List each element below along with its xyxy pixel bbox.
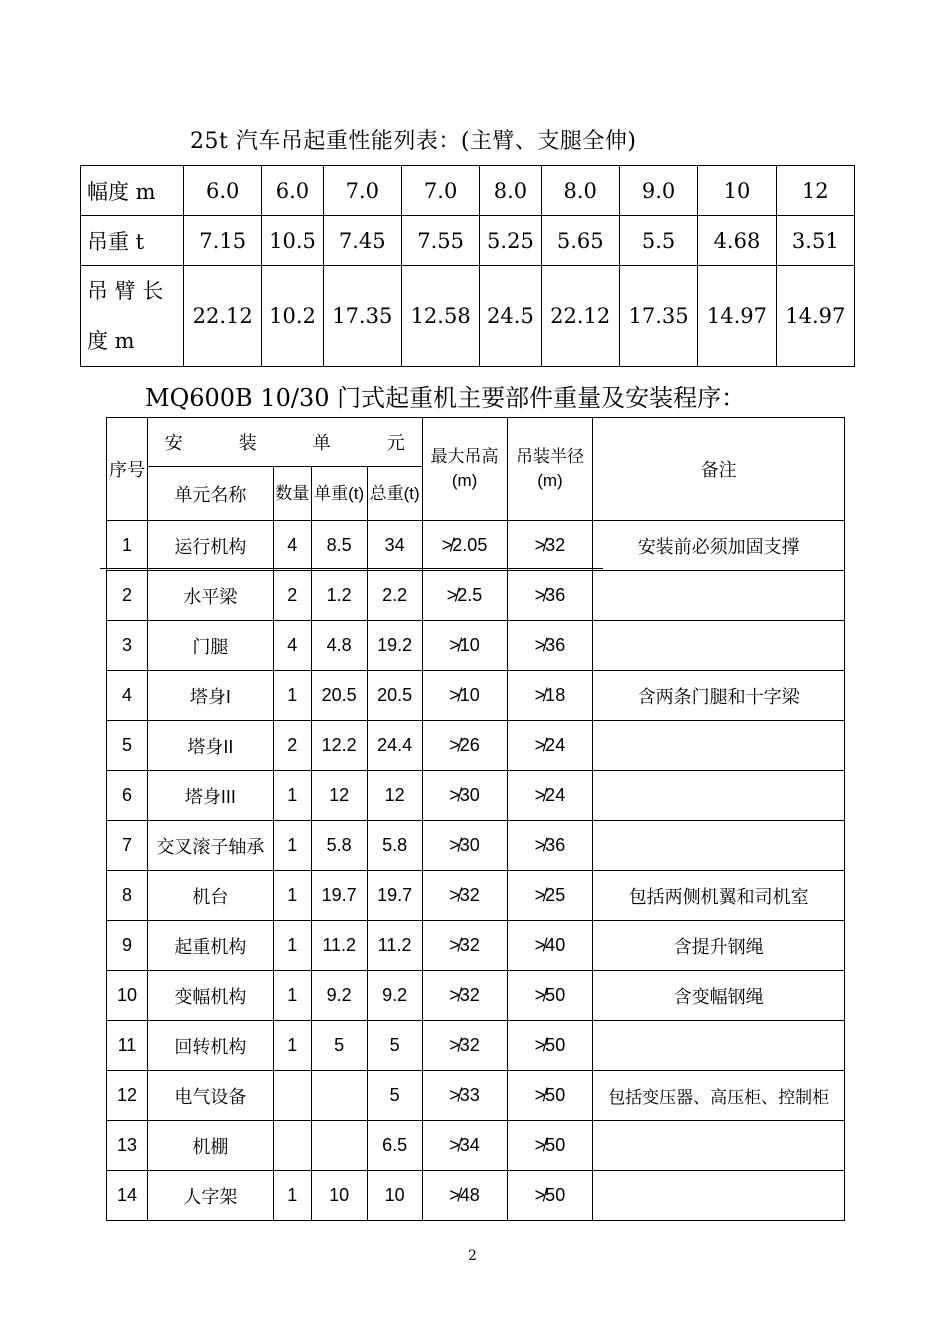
table2-row bbox=[107, 821, 845, 871]
table2-cell-total: 5 bbox=[367, 1021, 422, 1071]
table2-cell-unit: 12.2 bbox=[311, 721, 367, 771]
header-name: 单元名称 bbox=[147, 467, 273, 521]
table2-cell-note bbox=[593, 721, 845, 771]
table2-cell-seq: 8 bbox=[107, 871, 148, 921]
table1-cell: 3.51 bbox=[776, 216, 854, 266]
table2-cell-total: 20.5 bbox=[367, 671, 422, 721]
table2-cell-radius: ≯24 bbox=[507, 771, 593, 821]
table1-cell: 22.12 bbox=[184, 266, 262, 367]
table1-cell: 7.15 bbox=[184, 216, 262, 266]
table2-row bbox=[107, 571, 845, 621]
table2-cell-height: ≯2.05 bbox=[422, 521, 507, 571]
table2-cell-name: 门腿 bbox=[147, 621, 273, 671]
table1-cell: 8.0 bbox=[480, 166, 541, 216]
table2-cell-height: ≯30 bbox=[422, 771, 507, 821]
table2-cell-total: 24.4 bbox=[367, 721, 422, 771]
table1-cell: 10.5 bbox=[262, 216, 323, 266]
table2-cell-qty: 2 bbox=[273, 571, 311, 621]
table2-cell-seq: 7 bbox=[107, 821, 148, 871]
table2-cell-radius: ≯50 bbox=[507, 1171, 593, 1221]
header-unit-char: 装 bbox=[238, 433, 257, 453]
table2-cell-height: ≯26 bbox=[422, 721, 507, 771]
table2-cell-qty: 1 bbox=[273, 771, 311, 821]
table2-cell-unit: 5 bbox=[311, 1021, 367, 1071]
table2-cell-unit: 8.5 bbox=[311, 521, 367, 571]
table2-row bbox=[107, 671, 845, 721]
table1-cell: 8.0 bbox=[541, 166, 619, 216]
table2-cell-total: 10 bbox=[367, 1171, 422, 1221]
table2-cell-note: 安装前必须加固支撑 bbox=[593, 521, 845, 571]
table2-cell-seq: 4 bbox=[107, 671, 148, 721]
table2-cell-height: ≯32 bbox=[422, 1021, 507, 1071]
table2-cell-qty: 1 bbox=[273, 821, 311, 871]
table2-row bbox=[107, 1171, 845, 1221]
table1-cell: 12 bbox=[776, 166, 854, 216]
table2-cell-height: ≯32 bbox=[422, 971, 507, 1021]
table2-cell-radius: ≯50 bbox=[507, 971, 593, 1021]
table2-cell-total: 12 bbox=[367, 771, 422, 821]
table2-cell-note bbox=[593, 1121, 845, 1171]
table2-cell-note bbox=[593, 771, 845, 821]
table1-row-label: 吊 臂 长 度 m bbox=[81, 266, 184, 367]
table2-cell-total: 11.2 bbox=[367, 921, 422, 971]
table2-cell-note bbox=[593, 621, 845, 671]
table2-cell-total: 19.7 bbox=[367, 871, 422, 921]
table1-cell: 17.35 bbox=[619, 266, 697, 367]
table1-cell: 12.58 bbox=[401, 266, 479, 367]
table2-cell-note bbox=[593, 1171, 845, 1221]
table1-cell: 6.0 bbox=[184, 166, 262, 216]
header-total-weight: 总重(t) bbox=[367, 467, 422, 521]
table1-cell: 5.25 bbox=[480, 216, 541, 266]
table2-cell-seq: 6 bbox=[107, 771, 148, 821]
table2-cell-radius: ≯50 bbox=[507, 1021, 593, 1071]
table2-row bbox=[107, 621, 845, 671]
table1-cell: 22.12 bbox=[541, 266, 619, 367]
table2-cell-total: 6.5 bbox=[367, 1121, 422, 1171]
table1-row-label: 幅度 m bbox=[81, 166, 184, 216]
table1-cell: 7.55 bbox=[401, 216, 479, 266]
table2-cell-radius: ≯36 bbox=[507, 821, 593, 871]
table2-cell-height: ≯33 bbox=[422, 1071, 507, 1121]
table1-cell: 10.2 bbox=[262, 266, 323, 367]
table2-cell-radius: ≯32 bbox=[507, 521, 593, 571]
table2-cell-unit bbox=[311, 1071, 367, 1121]
table2-cell-height: ≯30 bbox=[422, 821, 507, 871]
header-max-height: 最大吊高(m) bbox=[422, 418, 507, 521]
table2-cell-qty: 2 bbox=[273, 721, 311, 771]
table2-row bbox=[107, 921, 845, 971]
table2-cell-seq: 14 bbox=[107, 1171, 148, 1221]
table2-cell-name: 机棚 bbox=[147, 1121, 273, 1171]
table2-cell-height: ≯10 bbox=[422, 671, 507, 721]
table2-row bbox=[107, 1071, 845, 1121]
table2-cell-note: 包括变压器、高压柜、控制柜 bbox=[593, 1071, 845, 1121]
table2-cell-qty bbox=[273, 1071, 311, 1121]
table2-cell-seq: 13 bbox=[107, 1121, 148, 1171]
table2-cell-name: 电气设备 bbox=[147, 1071, 273, 1121]
table2-cell-note bbox=[593, 571, 845, 621]
table2-row bbox=[107, 771, 845, 821]
page-number: 2 bbox=[468, 1248, 477, 1264]
table1-cell: 17.35 bbox=[323, 266, 401, 367]
table1-cell: 10 bbox=[698, 166, 776, 216]
table1-cell: 7.0 bbox=[323, 166, 401, 216]
table2-cell-seq: 2 bbox=[107, 571, 148, 621]
crane-performance-title: 25t 汽车吊起重性能列表：(主臂、支腿全伸) bbox=[190, 129, 637, 154]
table2-row bbox=[107, 1121, 845, 1171]
table2-cell-name: 起重机构 bbox=[147, 921, 273, 971]
header-unit-char: 元 bbox=[386, 433, 405, 453]
table2-cell-name: 塔身III bbox=[147, 771, 273, 821]
header-qty: 数量 bbox=[273, 467, 311, 521]
header-unit-char: 单 bbox=[312, 433, 331, 453]
table2-cell-height: ≯48 bbox=[422, 1171, 507, 1221]
table2-cell-radius: ≯18 bbox=[507, 671, 593, 721]
table2-cell-total: 9.2 bbox=[367, 971, 422, 1021]
table2-cell-name: 交叉滚子轴承 bbox=[147, 821, 273, 871]
table2-cell-qty: 1 bbox=[273, 971, 311, 1021]
table2-cell-qty: 1 bbox=[273, 1171, 311, 1221]
table1-row bbox=[81, 166, 855, 216]
table2-row bbox=[107, 871, 845, 921]
table2-cell-unit: 12 bbox=[311, 771, 367, 821]
table2-cell-qty: 4 bbox=[273, 621, 311, 671]
gantry-crane-title: MQ600B 10/30 门式起重机主要部件重量及安装程序： bbox=[145, 384, 746, 412]
table2-cell-qty: 1 bbox=[273, 871, 311, 921]
table2-cell-note: 包括两侧机翼和司机室 bbox=[593, 871, 845, 921]
table2-cell-unit: 1.2 bbox=[311, 571, 367, 621]
table2-cell-seq: 5 bbox=[107, 721, 148, 771]
table1-row-label: 吊重 t bbox=[81, 216, 184, 266]
table2-cell-name: 塔身II bbox=[147, 721, 273, 771]
table2-cell-qty: 1 bbox=[273, 1021, 311, 1071]
table1-cell: 5.5 bbox=[619, 216, 697, 266]
table1-cell: 24.5 bbox=[480, 266, 541, 367]
table2-cell-seq: 1 bbox=[107, 521, 148, 571]
table2-cell-seq: 11 bbox=[107, 1021, 148, 1071]
table2-cell-radius: ≯40 bbox=[507, 921, 593, 971]
table1-cell: 7.0 bbox=[401, 166, 479, 216]
table2-cell-name: 运行机构 bbox=[147, 521, 273, 571]
table1-row bbox=[81, 216, 855, 266]
table2-cell-qty: 4 bbox=[273, 521, 311, 571]
crane-performance-table bbox=[80, 165, 855, 367]
table2-cell-qty: 1 bbox=[273, 671, 311, 721]
table2-cell-height: ≯2.5 bbox=[422, 571, 507, 621]
table2-cell-name: 机台 bbox=[147, 871, 273, 921]
component-weight-table bbox=[106, 417, 845, 1221]
header-radius: 吊装半径(m) bbox=[507, 418, 593, 521]
table2-cell-unit: 10 bbox=[311, 1171, 367, 1221]
table2-cell-seq: 12 bbox=[107, 1071, 148, 1121]
table1-cell: 4.68 bbox=[698, 216, 776, 266]
table2-row bbox=[107, 521, 845, 571]
table2-row bbox=[107, 721, 845, 771]
table2-cell-radius: ≯36 bbox=[507, 571, 593, 621]
table2-cell-unit bbox=[311, 1121, 367, 1171]
table2-cell-unit: 20.5 bbox=[311, 671, 367, 721]
table2-cell-unit: 5.8 bbox=[311, 821, 367, 871]
table2-cell-total: 34 bbox=[367, 521, 422, 571]
header-note: 备注 bbox=[593, 418, 845, 521]
table2-cell-total: 2.2 bbox=[367, 571, 422, 621]
table2-cell-radius: ≯36 bbox=[507, 621, 593, 671]
table2-cell-note: 含两条门腿和十字梁 bbox=[593, 671, 845, 721]
header-unit-weight: 单重(t) bbox=[311, 467, 367, 521]
table2-cell-name: 变幅机构 bbox=[147, 971, 273, 1021]
table2-cell-unit: 4.8 bbox=[311, 621, 367, 671]
table2-cell-radius: ≯25 bbox=[507, 871, 593, 921]
table2-cell-note bbox=[593, 1021, 845, 1071]
table2-cell-radius: ≯50 bbox=[507, 1071, 593, 1121]
table2-cell-unit: 19.7 bbox=[311, 871, 367, 921]
table1-cell: 14.97 bbox=[698, 266, 776, 367]
table2-cell-radius: ≯24 bbox=[507, 721, 593, 771]
table1-cell: 14.97 bbox=[776, 266, 854, 367]
table2-cell-radius: ≯50 bbox=[507, 1121, 593, 1171]
header-seq: 序号 bbox=[107, 418, 148, 521]
table2-cell-seq: 3 bbox=[107, 621, 148, 671]
table2-cell-seq: 10 bbox=[107, 971, 148, 1021]
table2-cell-name: 水平梁 bbox=[147, 571, 273, 621]
table2-cell-total: 19.2 bbox=[367, 621, 422, 671]
table1-row bbox=[81, 266, 855, 367]
table2-cell-height: ≯34 bbox=[422, 1121, 507, 1171]
table2-cell-note: 含变幅钢绳 bbox=[593, 971, 845, 1021]
table2-cell-height: ≯10 bbox=[422, 621, 507, 671]
table1-cell: 5.65 bbox=[541, 216, 619, 266]
header-install-unit bbox=[147, 418, 422, 467]
header-unit-char: 安 bbox=[164, 433, 183, 453]
table2-cell-seq: 9 bbox=[107, 921, 148, 971]
table2-cell-unit: 9.2 bbox=[311, 971, 367, 1021]
table2-cell-qty bbox=[273, 1121, 311, 1171]
table2-cell-total: 5.8 bbox=[367, 821, 422, 871]
table2-cell-note bbox=[593, 821, 845, 871]
table1-cell: 6.0 bbox=[262, 166, 323, 216]
table2-cell-note: 含提升钢绳 bbox=[593, 921, 845, 971]
table1-cell: 9.0 bbox=[619, 166, 697, 216]
table2-cell-height: ≯32 bbox=[422, 921, 507, 971]
table2-cell-unit: 11.2 bbox=[311, 921, 367, 971]
table2-cell-name: 塔身I bbox=[147, 671, 273, 721]
table2-row bbox=[107, 971, 845, 1021]
table2-row bbox=[107, 1021, 845, 1071]
table2-cell-qty: 1 bbox=[273, 921, 311, 971]
table2-cell-name: 人字架 bbox=[147, 1171, 273, 1221]
table1-cell: 7.45 bbox=[323, 216, 401, 266]
table2-cell-total: 5 bbox=[367, 1071, 422, 1121]
table2-cell-name: 回转机构 bbox=[147, 1021, 273, 1071]
table2-cell-height: ≯32 bbox=[422, 871, 507, 921]
